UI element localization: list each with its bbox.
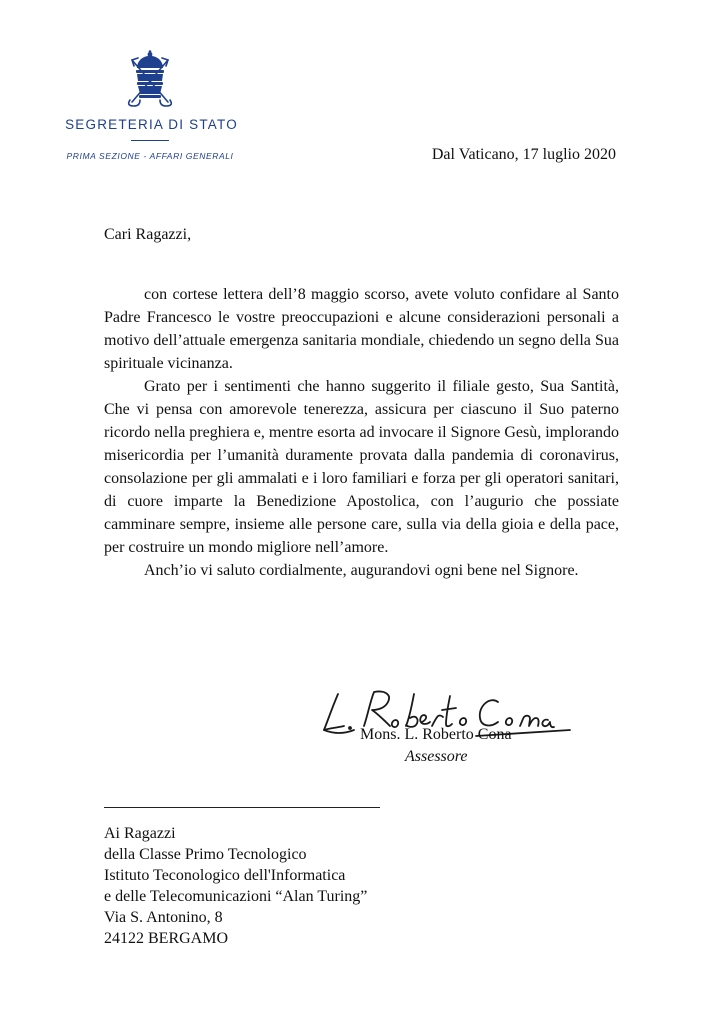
address-line: Ai Ragazzi xyxy=(104,825,176,842)
address-line: della Classe Primo Tecnologico xyxy=(104,846,307,863)
signer-title: Assessore xyxy=(405,748,468,765)
body-paragraph: con cortese lettera dell’8 maggio scorso, avete voluto confidare al Santo Padre Francesco le vostre preoccupazioni e alcune considerazioni personali a motivo dell’attuale emergenza sanitaria mondiale, chiedendo un segno della Sua spirituale vicinanza. xyxy=(104,286,619,372)
recipient-address xyxy=(104,823,367,949)
address-line: e delle Telecomunicazioni “Alan Turing” xyxy=(104,888,368,905)
letter-body xyxy=(104,283,619,582)
letterhead-divider xyxy=(131,140,169,141)
body-paragraph: Grato per i sentimenti che hanno suggerito il filiale gesto, Sua Santità, Che vi pensa con amorevole tenerezza, assicura per ciascuno il Suo paterno ricordo nella preghiera e, mentre esorta ad invocare il Signore Gesù, implorando misericordia per l’umanità duramente provata dalla pandemia di coronavirus, consolazione per gli ammalati e i loro familiari e forza per gli operatori sanitari, di cuore imparte la Benedizione Apostolica, con l’augurio che possiate camminare sempre, insieme alle persone care, sulla via della gioia e della pace, per costruire un mondo migliore nell’amore. xyxy=(104,378,619,556)
address-line: Via S. Antonino, 8 xyxy=(104,909,223,926)
address-divider xyxy=(104,807,380,808)
address-line: 24122 BERGAMO xyxy=(104,930,229,947)
body-paragraph: Anch’io vi saluto cordialmente, augurandovi ogni bene nel Signore. xyxy=(144,562,579,579)
address-line: Istituto Teconologico dell'Informatica xyxy=(104,867,346,884)
office-name: SEGRETERIA DI STATO xyxy=(65,117,238,132)
papal-crest-icon xyxy=(122,50,178,110)
letter-date: Dal Vaticano, 17 luglio 2020 xyxy=(431,146,616,163)
office-subtitle: PRIMA SEZIONE - AFFARI GENERALI xyxy=(66,151,234,161)
salutation: Cari Ragazzi, xyxy=(104,226,192,243)
signer-name: Mons. L. Roberto Cona xyxy=(360,726,512,743)
